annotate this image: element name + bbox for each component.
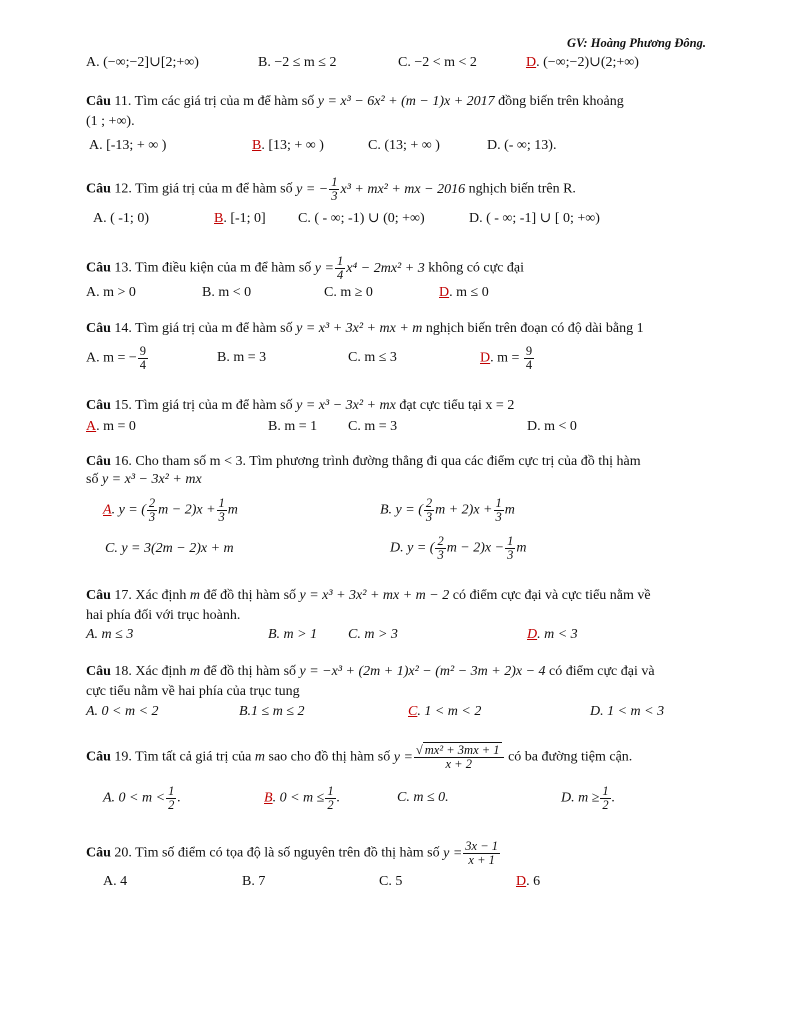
q16-option-d: D. y = ( $\frac{2}{3}$ m − 2)x − $\frac{1}{3}$ m: [390, 534, 527, 562]
page-header: GV: Hoàng Phương Đông.: [567, 36, 706, 50]
q10-option-d: D. (−∞;−2)∪(2;+∞): [526, 55, 639, 70]
q18-option-b: B.1 ≤ m ≤ 2: [239, 704, 305, 719]
q15-option-b: B. m = 1: [268, 419, 318, 434]
q17-option-d: D. m < 3: [527, 627, 578, 642]
q20-option-d: D. 6: [516, 874, 541, 889]
q14-option-d: D. m = $\frac{9}{4}$: [480, 344, 533, 372]
q20-option-c: C. 5: [379, 874, 403, 889]
q17-option-a: A. m ≤ 3: [86, 627, 134, 642]
correct-answer-marker: D: [526, 55, 537, 70]
question-18: Câu 18. Xác định m để đồ thị hàm số y = −x³ + (2m + 1)x² − (m² − 3m + 2)x − 4 có điểm cực đại và: [86, 664, 655, 679]
question-17-line2: hai phía đối với trục hoành.: [86, 608, 241, 623]
q20-option-b: B. 7: [242, 874, 266, 889]
q16-option-b: B. y = ( $\frac{2}{3}$ m + 2)x + $\frac{1}{3}$ m: [380, 496, 515, 524]
question-16-line2: số y = x³ − 3x² + mx: [86, 472, 202, 487]
q18-option-c: C. 1 < m < 2: [408, 704, 482, 719]
q11-option-a: A. [-13; + ∞ ): [89, 138, 167, 153]
q11-option-d: D. (- ∞; 13).: [487, 138, 557, 153]
formula: y = x³ − 3x² + mx: [101, 472, 202, 487]
q11-option-c: C. (13; + ∞ ): [368, 138, 440, 153]
question-19: Câu 19. Tìm tất cả giá trị của m sao cho đồ thị hàm số y = $\frac{\text{√ mx² + 3mx + 1}}{x + 2}$ có ba đường tiệm cận.: [86, 743, 633, 771]
question-17: Câu 17. Xác định m để đồ thị hàm số y = x³ + 3x² + mx + m − 2 có điểm cực đại và cực tiểu nằm về: [86, 588, 651, 603]
formula: y = $\frac{3x - 1}{x + 1}$: [443, 839, 499, 867]
q18-option-a: A. 0 < m < 2: [86, 704, 159, 719]
q15-option-d: D. m < 0: [527, 419, 577, 434]
question-14: Câu 14. Tìm giá trị của m để hàm số y = x³ + 3x² + mx + m nghịch biến trên đoạn có độ dài bằng 1: [86, 321, 644, 336]
q15-option-a: A. m = 0: [86, 419, 136, 434]
q12-option-a: A. ( -1; 0): [93, 211, 149, 226]
q15-option-c: C. m = 3: [348, 419, 398, 434]
question-12: Câu 12. Tìm giá trị của m để hàm số y = − $\frac{1}{3}$ x³ + mx² + mx − 2016 nghịch biến trên R.: [86, 175, 576, 203]
q14-option-b: B. m = 3: [217, 350, 267, 365]
question-15: Câu 15. Tìm giá trị của m để hàm số y = x³ − 3x² + mx đạt cực tiểu tại x = 2: [86, 398, 515, 413]
q14-option-a: A. m = − $\frac{9}{4}$: [86, 344, 147, 372]
formula: y = x³ + 3x² + mx + m: [296, 321, 423, 336]
q11-option-b: B. [13; + ∞ ): [252, 138, 324, 153]
question-16: Câu 16. Cho tham số m < 3. Tìm phương trình đường thẳng đi qua các điểm cực trị của đồ thị hàm: [86, 454, 641, 469]
formula: y = −x³ + (2m + 1)x² − (m² − 3m + 2)x − 4: [299, 664, 546, 679]
q13-option-d: D. m ≤ 0: [439, 285, 489, 300]
q13-option-c: C. m ≥ 0: [324, 285, 373, 300]
q12-option-d: D. ( - ∞; -1] ∪ [ 0; +∞): [469, 211, 600, 226]
question-11-line2: (1 ; +∞).: [86, 114, 135, 129]
formula: y = x³ − 6x² + (m − 1)x + 2017: [317, 94, 495, 109]
q10-option-b: B. −2 ≤ m ≤ 2: [258, 55, 337, 70]
q17-option-b: B. m > 1: [268, 627, 318, 642]
q16-option-a: A. y = ( $\frac{2}{3}$ m − 2)x + $\frac{1}{3}$ m: [103, 496, 238, 524]
q10-options: [86, 54, 199, 72]
q10-option-a: A. (−∞;−2]∪[2;+∞): [86, 55, 199, 70]
formula: y = − $\frac{1}{3}$ x³ + mx² + mx − 2016: [296, 175, 466, 203]
q16-option-c: C. y = 3(2m − 2)x + m: [105, 541, 234, 556]
q13-option-a: A. m > 0: [86, 285, 136, 300]
question-18-line2: cực tiểu nằm về hai phía của trục tung: [86, 684, 300, 699]
q19-option-d: D. m ≥ $\frac{1}{2}$ .: [561, 784, 616, 812]
q20-option-a: A. 4: [103, 874, 128, 889]
q19-option-a: A. 0 < m < $\frac{1}{2}$ .: [103, 784, 181, 812]
question-11: Câu 11. Tìm các giá trị của m để hàm số y = x³ − 6x² + (m − 1)x + 2017 đồng biến trên khoảng: [86, 94, 624, 109]
q18-option-d: D. 1 < m < 3: [590, 704, 665, 719]
q12-option-c: C. ( - ∞; -1) ∪ (0; +∞): [298, 211, 425, 226]
formula: y = x³ + 3x² + mx + m − 2: [299, 588, 450, 603]
q10-option-c: C. −2 < m < 2: [398, 55, 477, 70]
q19-option-c: C. m ≤ 0.: [397, 790, 449, 805]
q12-option-b: B. [-1; 0]: [214, 211, 266, 226]
q14-option-c: C. m ≤ 3: [348, 350, 397, 365]
formula: y = $\frac{1}{4}$ x⁴ − 2mx² + 3: [314, 254, 425, 282]
q13-option-b: B. m < 0: [202, 285, 252, 300]
formula: y = $\frac{\text{√ mx² + 3mx + 1}}{x + 2}$: [394, 750, 505, 765]
q19-option-b: B. 0 < m ≤ $\frac{1}{2}$ .: [264, 784, 341, 812]
formula: y = x³ − 3x² + mx: [296, 398, 396, 413]
question-13: Câu 13. Tìm điều kiện của m để hàm số y = $\frac{1}{4}$ x⁴ − 2mx² + 3 không có cực đại: [86, 254, 525, 282]
question-20: Câu 20. Tìm số điểm có tọa độ là số nguyên trên đồ thị hàm số y = $\frac{3x - 1}{x + 1}$: [86, 840, 501, 867]
q17-option-c: C. m > 3: [348, 627, 398, 642]
